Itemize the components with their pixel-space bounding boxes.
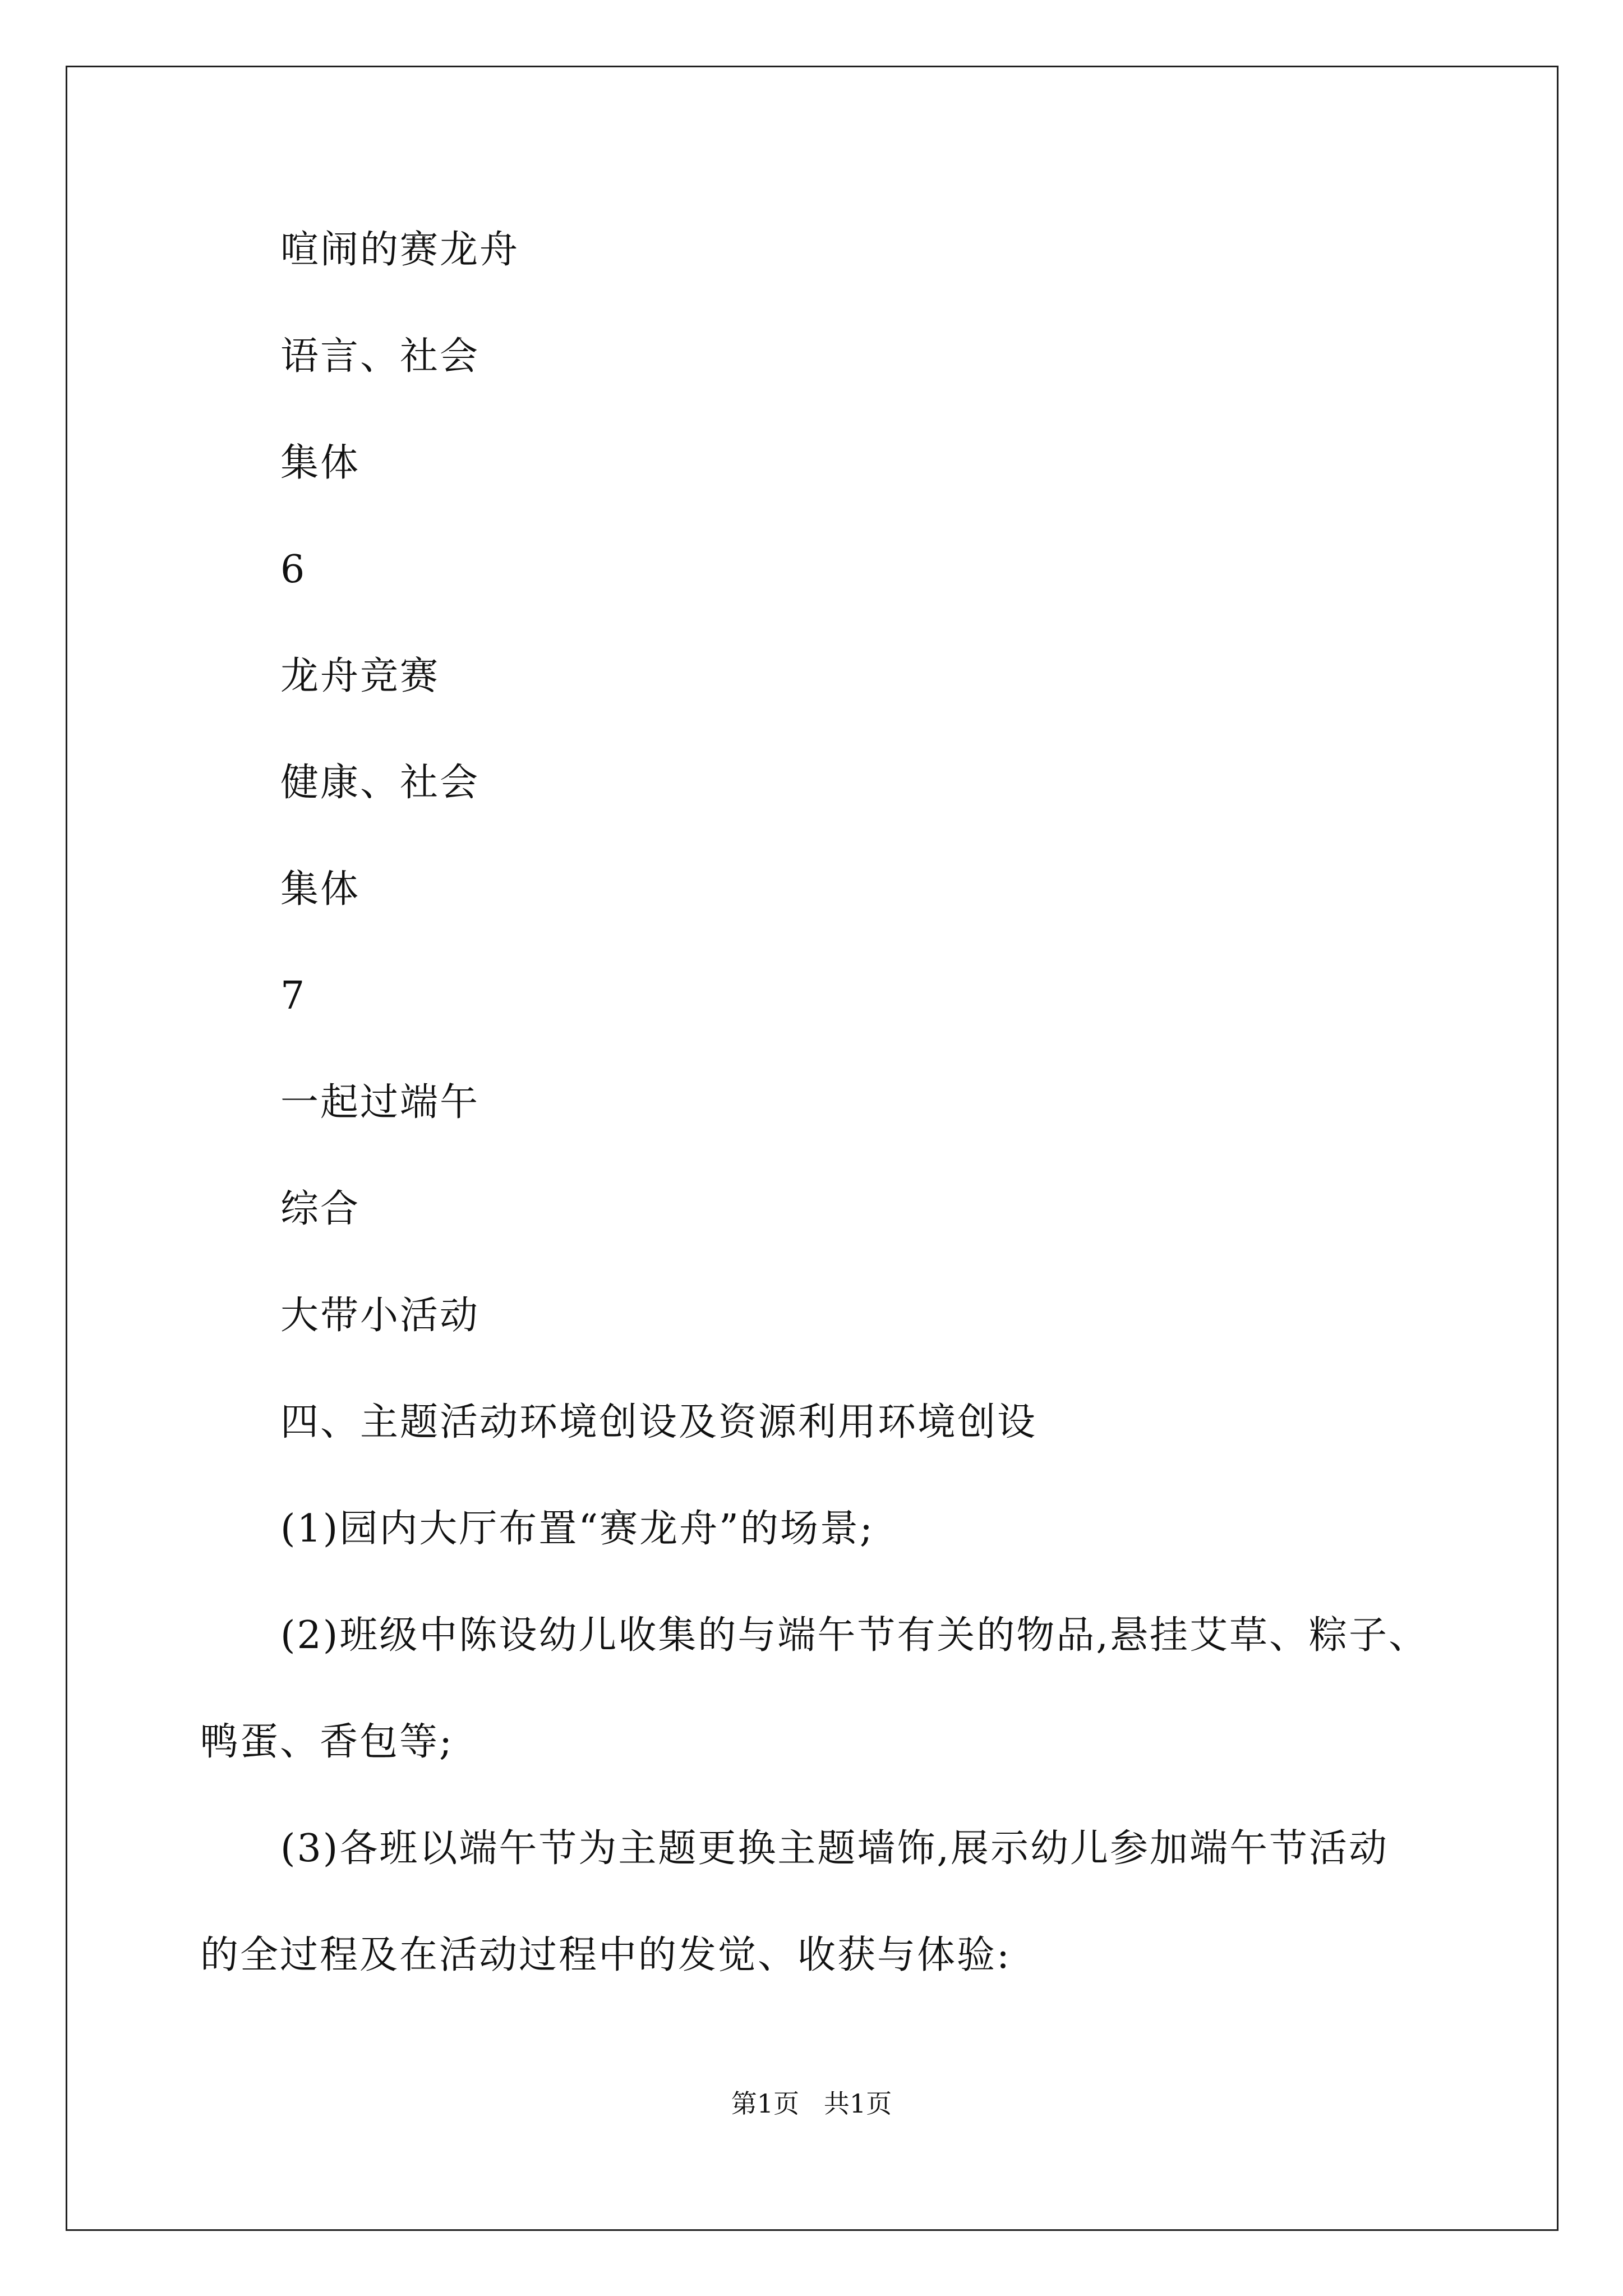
text-line-2: 语言、社会 <box>280 334 480 379</box>
list-item-2: (2)班级中陈设幼儿收集的与端午节有关的物品,悬挂艾草、粽子、 <box>280 1613 1428 1658</box>
list-item-1: (1)园内大厅布置“赛龙舟”的场景; <box>280 1507 874 1551</box>
text-line-9: 一起过端午 <box>280 1080 480 1125</box>
text-line-6: 健康、社会 <box>280 761 480 805</box>
list-item-3: (3)各班以端午节为主题更换主题墙饰,展示幼儿参加端午节活动 <box>280 1826 1389 1871</box>
text-line-3: 集体 <box>280 441 361 485</box>
section-heading: 四、主题活动环境创设及资源利用环境创设 <box>280 1400 1038 1444</box>
page-border <box>66 66 1559 2231</box>
text-line-10: 综合 <box>280 1187 361 1231</box>
page-footer: 第1页 共1页 <box>731 2088 892 2119</box>
text-line-11: 大带小活动 <box>280 1294 480 1338</box>
text-line-8: 7 <box>280 974 307 1018</box>
text-line-1: 喧闹的赛龙舟 <box>280 228 520 272</box>
text-line-4: 6 <box>280 547 307 592</box>
list-item-2-continued: 鸭蛋、香包等; <box>200 1720 454 1764</box>
text-line-5: 龙舟竞赛 <box>280 654 440 698</box>
list-item-3-continued: 的全过程及在活动过程中的发觉、收获与体验: <box>200 1933 1011 1977</box>
text-line-7: 集体 <box>280 867 361 912</box>
